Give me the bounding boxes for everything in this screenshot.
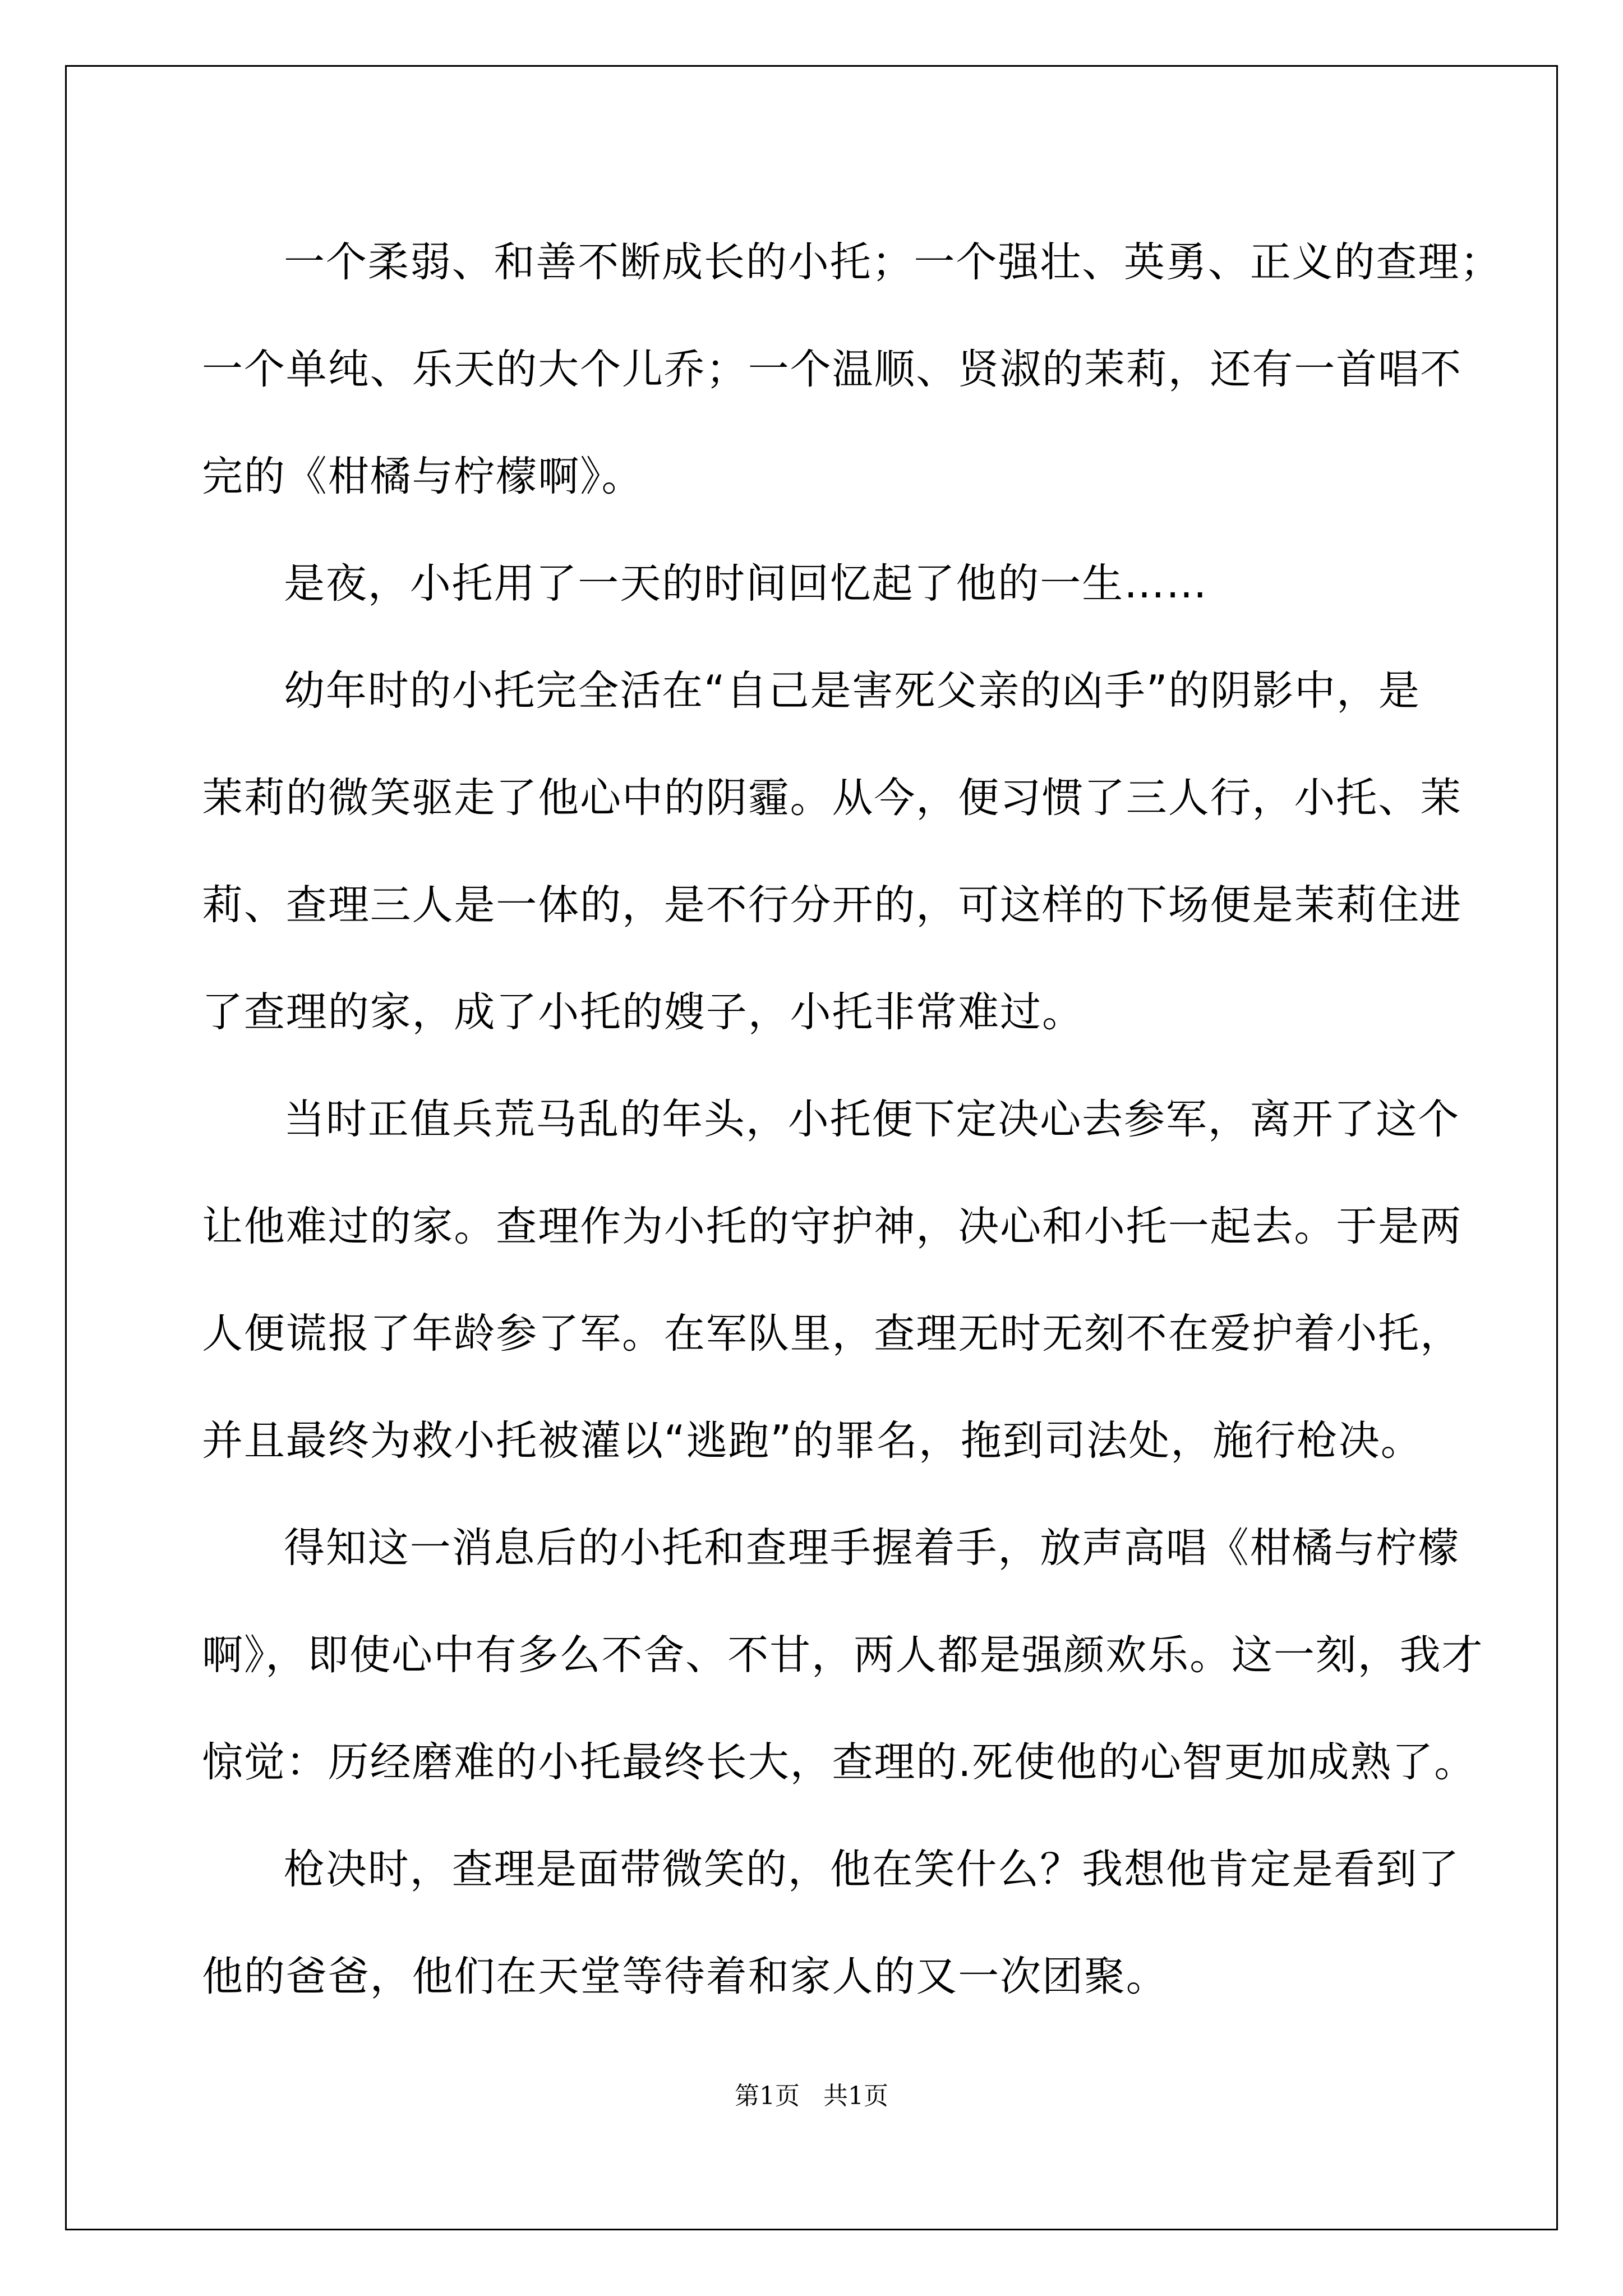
text-line: 了查理的家，成了小托的嫂子，小托非常难过。: [202, 988, 1084, 1036]
text-line: 枪决时，查理是面带微笑的，他在笑什么？我想他肯定是看到了: [284, 1846, 1460, 1893]
text-line: 莉、查理三人是一体的，是不行分开的，可这样的下场便是茉莉住进: [202, 881, 1462, 929]
text-line: 他的爸爸，他们在天堂等待着和家人的又一次团聚。: [202, 1953, 1168, 2000]
text-line: 幼年时的小托完全活在“自己是害死父亲的凶手”的阴影中，是: [284, 667, 1421, 715]
text-line: 完的《柑橘与柠檬啊》。: [202, 453, 644, 500]
text-line: 是夜，小托用了一天的时间回忆起了他的一生……: [284, 560, 1208, 608]
text-line: 人便谎报了年龄参了军。在军队里，查理无时无刻不在爱护着小托，: [202, 1310, 1462, 1358]
text-line: 并且最终为救小托被灌以“逃跑”的罪名，拖到司法处，施行枪决。: [202, 1417, 1423, 1465]
text-line: 一个单纯、乐天的大个儿乔；一个温顺、贤淑的茉莉，还有一首唱不: [202, 346, 1462, 393]
text-line: 当时正值兵荒马乱的年头，小托便下定决心去参军，离开了这个: [284, 1096, 1460, 1143]
text-line: 一个柔弱、和善不断成长的小托；一个强壮、英勇、正义的查理；: [284, 238, 1502, 286]
text-line: 让他难过的家。查理作为小托的守护神，决心和小托一起去。于是两: [202, 1203, 1462, 1250]
text-line: 惊觉：历经磨难的小托最终长大，查理的.死使他的心智更加成熟了。: [202, 1738, 1477, 1786]
text-line: 得知这一消息后的小托和查理手握着手，放声高唱《柑橘与柠檬: [284, 1524, 1460, 1572]
document-body: [202, 205, 1502, 2026]
page-footer: 第1页 共1页: [735, 2082, 888, 2110]
text-line: 茉莉的微笑驱走了他心中的阴霾。从今，便习惯了三人行，小托、茉: [202, 774, 1462, 822]
text-line: 啊》，即使心中有多么不舍、不甘，两人都是强颜欢乐。这一刻，我才: [202, 1631, 1484, 1679]
